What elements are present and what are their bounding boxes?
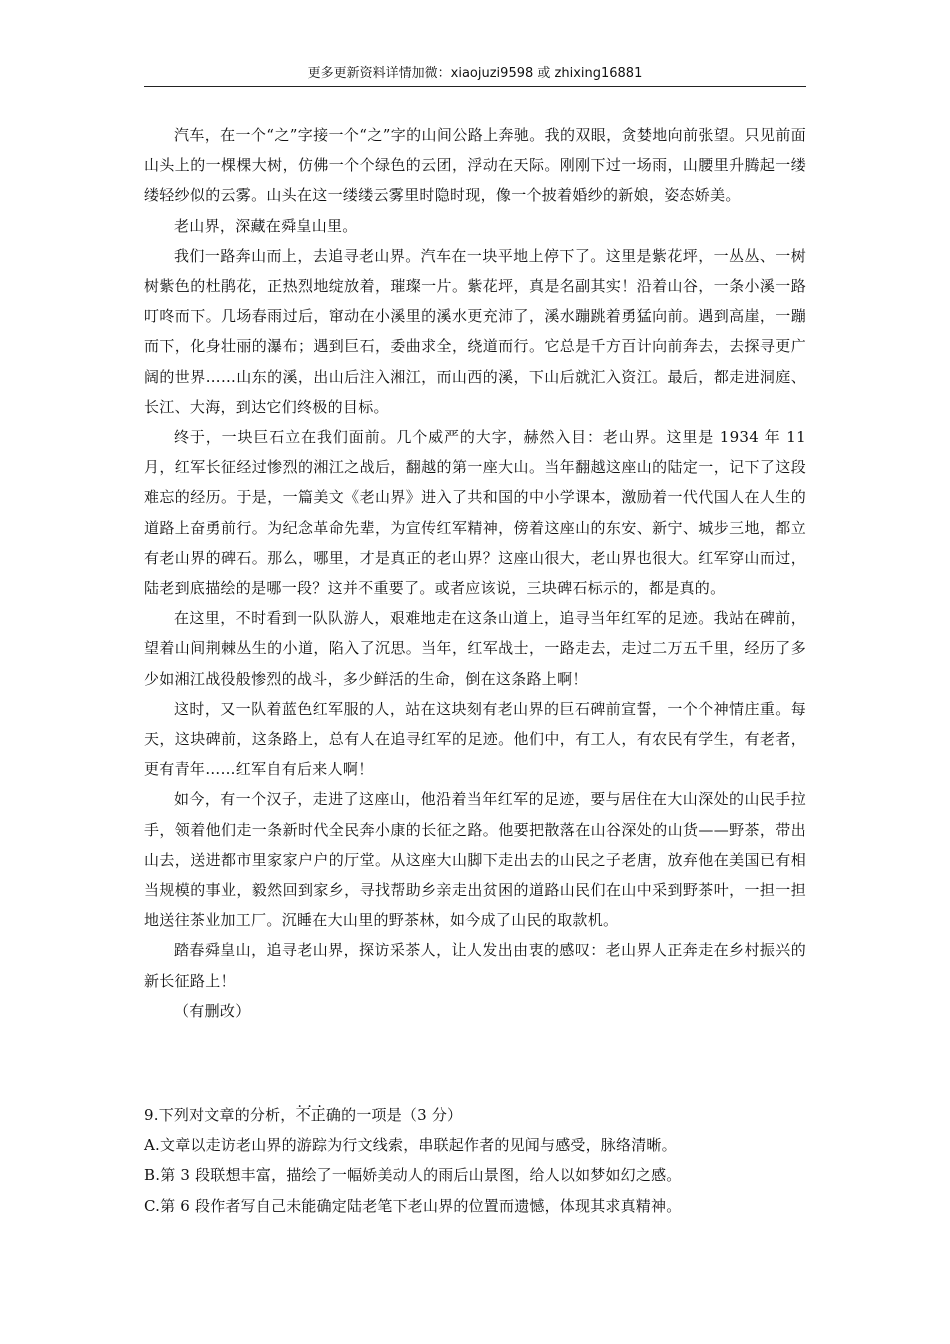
option-a: A.文章以走访老山界的游踪为行文线索，串联起作者的见闻与感受，脉络清晰。 (144, 1136, 677, 1155)
article-paragraph-1: 汽车，在一个“之”字接一个“之”字的山间公路上奔驰。我的双眼，贪婪地向前张望。只见前面山头上的一棵棵大树，仿佛一个个绿色的云团，浮动在天际。刚刚下过一场雨，山腰里升腾起一缕缕轻纱似的云雾。山头在这一缕缕云雾里时隐时现，像一个披着婚纱的新娘，姿态娇美。 (144, 126, 806, 205)
article-paragraph-2: 老山界，深藏在舜皇山里。 (174, 216, 358, 235)
article-paragraph-7: 如今，有一个汉子，走进了这座山，他沿着当年红军的足迹，要与居住在大山深处的山民手拉手，领着他们走一条新时代全民奔小康的长征之路。他要把散落在山谷深处的山货——野茶，带出山去，送进都市里家家户户的厅堂。从这座大山脚下走出去的山民之子老唐，放弃他在美国已有相当规模的事业，毅然回到家乡，寻找帮助乡亲走出贫困的道路山民们在山中采到野茶叶，一担一担地送往茶业加工厂。沉睡在大山里的野茶林，如今成了山民的取款机。 (144, 790, 806, 930)
question-stem-prefix: 9.下列对文章的分析， (144, 1106, 296, 1124)
question-9 (144, 1100, 806, 1221)
article-paragraph-3: 我们一路奔山而上，去追寻老山界。汽车在一块平地上停下了。这里是紫花坪，一丛丛、一树树紫色的杜鹃花，正热烈地绽放着，璀璨一片。紫花坪，真是名副其实！沿着山谷，一条小溪一路叮咚而下。几场春雨过后，窜动在小溪里的溪水更充沛了，溪水蹦跳着勇猛向前。遇到高崖，一蹦而下，化身壮丽的瀑布；遇到巨石，委曲求全，绕道而行。它总是千方百计向前奔去，去探寻更广阔的世界……山东的溪，出山后注入湘江，而山西的溪，下山后就汇入资江。最后，都走进洞庭、长江、大海，到达它们终极的目标。 (144, 246, 806, 416)
option-c: C.第 6 段作者写自己未能确定陆老笔下老山界的位置而遗憾，体现其求真精神。 (144, 1196, 682, 1215)
question-stem-suffix: 的一项是（3 分） (341, 1106, 463, 1124)
question-stem-emphasis: · · · 不正确 (296, 1106, 342, 1124)
question-stem (144, 1100, 806, 1130)
article-paragraph-5: 在这里，不时看到一队队游人，艰难地走在这条山道上，追寻当年红军的足迹。我站在碑前，望着山间荆棘丛生的小道，陷入了沉思。当年，红军战士，一路走去，走过二万五千里，经历了多少如湘江战役般惨烈的战斗，多少鲜活的生命，倒在这条路上啊！ (144, 609, 806, 688)
source-note: （有删改） (174, 1001, 251, 1020)
article-paragraph-4: 终于，一块巨石立在我们面前。几个威严的大字，赫然入目：老山界。这里是 1934 年 11 月，红军长征经过惨烈的湘江之战后，翻越的第一座大山。当年翻越这座山的陆定一，记下了这段难忘的经历。于是，一篇美文《老山界》进入了共和国的中小学课本，激励着一代代国人在人生的道路上奋勇前行。为纪念革命先辈，为宣传红军精神，傍着这座山的东安、新宁、城步三地，都立有老山界的碑石。那么，哪里，才是真正的老山界？这座山很大，老山界也很大。红军穿山而过，陆老到底描绘的是哪一段？这并不重要了。或者应该说，三块碑石标示的，都是真的。 (144, 428, 806, 598)
header-divider (144, 86, 806, 87)
article-paragraph-8: 踏春舜皇山，追寻老山界，探访采茶人，让人发出由衷的感叹：老山界人正奔走在乡村振兴的新长征路上！ (144, 941, 806, 990)
article-paragraph-6: 这时，又一队着蓝色红军服的人，站在这块刻有老山界的巨石碑前宣誓，一个个神情庄重。每天，这块碑前，这条路上，总有人在追寻红军的足迹。他们中，有工人，有农民有学生，有老者，更有青年……红军自有后来人啊！ (144, 699, 806, 779)
article-body (144, 120, 806, 1026)
page-header: 更多更新资料详情加微：xiaojuzi9598 或 zhixing16881 (307, 66, 643, 81)
option-b: B.第 3 段联想丰富，描绘了一幅娇美动人的雨后山景图，给人以如梦如幻之感。 (144, 1166, 682, 1185)
